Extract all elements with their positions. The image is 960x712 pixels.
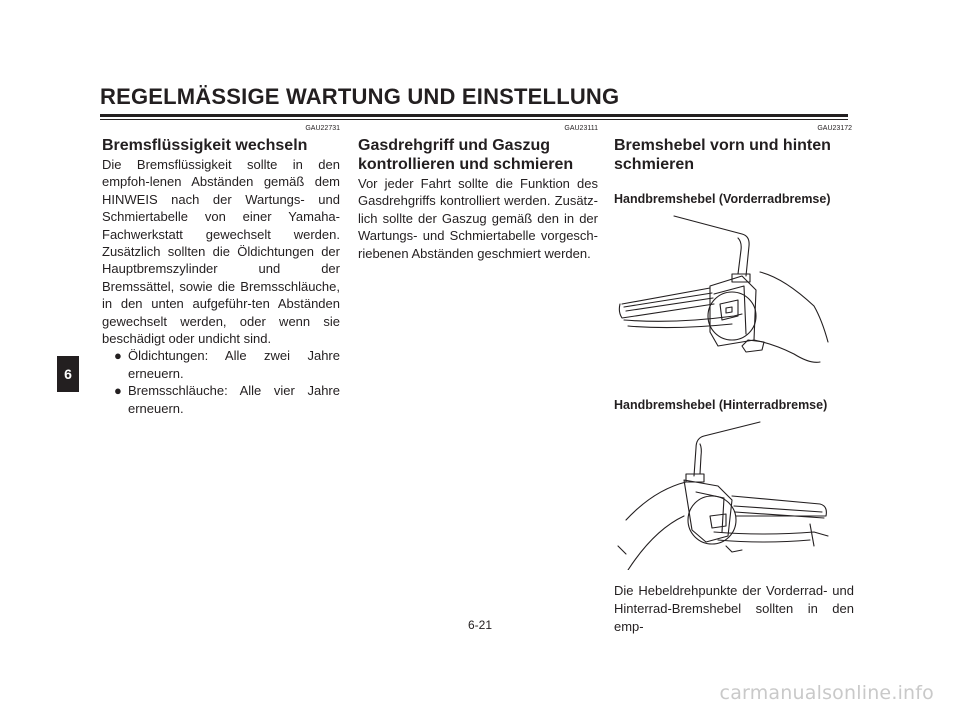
- rear-brake-lever-illustration: [614, 420, 840, 570]
- header-rule-thin: [100, 119, 848, 120]
- watermark: carmanualsonline.info: [719, 682, 934, 704]
- subheading-rear-brake: Handbremshebel (Hinterradbremse): [614, 398, 828, 412]
- section-paragraph: Vor jeder Fahrt sollte die Funktion des Gasdrehgriffs kontrolliert werden. Zusätz-lich sollte der Gaszug gemäß den in der Wartungs- und Schmiertabelle vorgesch-riebenen Abständen geschmiert werden.: [358, 176, 598, 261]
- page-number: 6-21: [467, 618, 493, 632]
- column-brake-fluid: [102, 124, 340, 417]
- bullet-text: Bremsschläuche: Alle vier Jahre erneuern.: [128, 383, 340, 416]
- column-brake-levers: [614, 124, 852, 175]
- header-rule-thick: [100, 114, 848, 117]
- bullet-item: [102, 382, 340, 417]
- section-code: GAU23111: [564, 125, 598, 132]
- section-title: Gasdrehgriff und Gaszug kontrollieren und schmieren: [358, 137, 574, 173]
- bullet-text: Öldichtungen: Alle zwei Jahre erneuern.: [128, 348, 340, 381]
- section-title: Bremsflüssigkeit wechseln: [102, 137, 308, 154]
- subheading-front-brake: Handbremshebel (Vorderradbremse): [614, 192, 831, 206]
- page-header-title: REGELMÄSSIGE WARTUNG UND EINSTELLUNG: [100, 84, 620, 109]
- chapter-tab-number: 6: [64, 366, 72, 382]
- section-code: GAU23172: [817, 125, 852, 132]
- section-code: GAU22731: [305, 125, 340, 132]
- bullet-icon: ●: [114, 383, 122, 399]
- section-paragraph-bottom: Die Hebeldrehpunkte der Vorderrad- und Hinterrad-Bremshebel sollten in den emp-: [614, 583, 854, 634]
- bullet-icon: ●: [114, 348, 122, 364]
- column-throttle: [358, 124, 598, 262]
- chapter-tab: [57, 356, 79, 392]
- bullet-item: [102, 347, 340, 382]
- section-title: Bremshebel vorn und hinten schmieren: [614, 137, 831, 173]
- front-brake-lever-illustration: [614, 212, 834, 384]
- section-paragraph: Die Bremsflüssigkeit sollte in den empfoh-lenen Abständen gemäß dem HINWEIS nach der Wartungs- und Schmiertabelle von einer Yamaha-Fachwerkstatt gewechselt werden. Zusätzlich sollten die Öldichtungen der Hauptbremszylinder und der Bremssättel, sowie die Bremsschläuche, in den unten aufgeführ-ten Abständen gewechselt werden, oder wenn sie beschädigt oder undicht sind.: [102, 157, 340, 347]
